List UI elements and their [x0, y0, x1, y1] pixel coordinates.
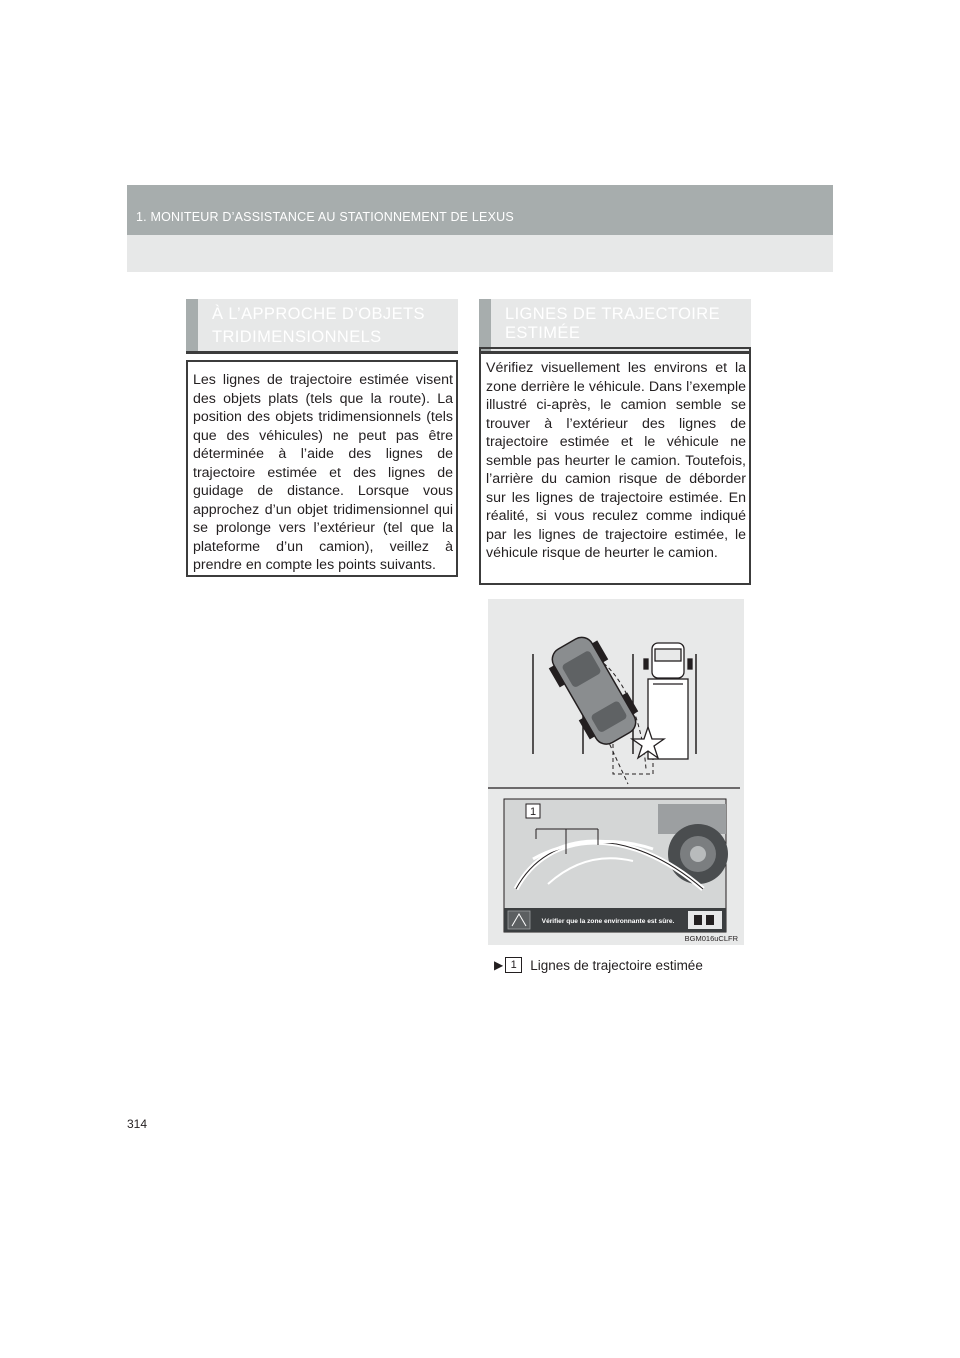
- section-title-line2: ESTIMÉE: [505, 324, 581, 342]
- figure-code: BGM016uCLFR: [684, 934, 738, 943]
- text-box-3d-objects: [186, 360, 458, 577]
- car-top-view: [543, 630, 645, 752]
- figure-caption: [494, 957, 703, 973]
- section-heading-tab: [479, 299, 491, 351]
- caption-number: 1: [505, 957, 522, 973]
- page-number: 314: [127, 1117, 148, 1131]
- section-heading-trajectory-lines: [479, 299, 751, 354]
- section-title-line1: À L’APPROCHE D’OBJETS: [212, 305, 425, 323]
- section-heading-tab: [186, 299, 198, 351]
- screen-message: Vérifier que la zone environnante est sûre.: [541, 918, 675, 925]
- figure-callout-number: 1: [529, 806, 537, 818]
- illustration-svg: [488, 599, 744, 945]
- section-title-line2: TRIDIMENSIONNELS: [212, 328, 382, 346]
- section-body: Vérifiez visuellement les environs et la zone derrière le véhicule. Dans l’exemple illustré ci-après, le camion semble se trouver à l’extérieur des lignes de trajectoire estimée et le véhicule ne semble pas heurter le camion. Toutefois, l’arrière du camion risque de déborder sur les lignes de trajectoire estimée. En réalité, si vous reculez comme indiqué par les lignes de trajectoire estimée, le véhicule risque de heurter le camion.: [486, 360, 746, 561]
- illustration-truck-trajectory: [488, 599, 744, 945]
- triangle-bullet-icon: ▶: [494, 958, 504, 972]
- caption-text: Lignes de trajectoire estimée: [530, 957, 703, 973]
- section-title-line1: LIGNES DE TRAJECTOIRE: [505, 305, 721, 323]
- section-heading-3d-objects: [186, 299, 458, 354]
- text-box-trajectory-lines: [479, 347, 751, 585]
- header-band-light: [127, 235, 833, 272]
- chapter-title: 1. MONITEUR D’ASSISTANCE AU STATIONNEMENT DE LEXUS: [136, 210, 514, 224]
- section-body: Les lignes de trajectoire estimée visent des objets plats (tels que la route). La position des objets tridimensionnels (tels que des véhicules) ne peut pas être déterminée à l’aide des lignes de trajectoire estimée et des lignes de guidage de distance. Lorsque vous approchez d’un objet tridimensionnel qui se prolonge vers l’extérieur (tel que la plateforme d’un camion), veillez à prendre en compte les points suivants.: [193, 372, 453, 573]
- camera-screen: [504, 799, 728, 932]
